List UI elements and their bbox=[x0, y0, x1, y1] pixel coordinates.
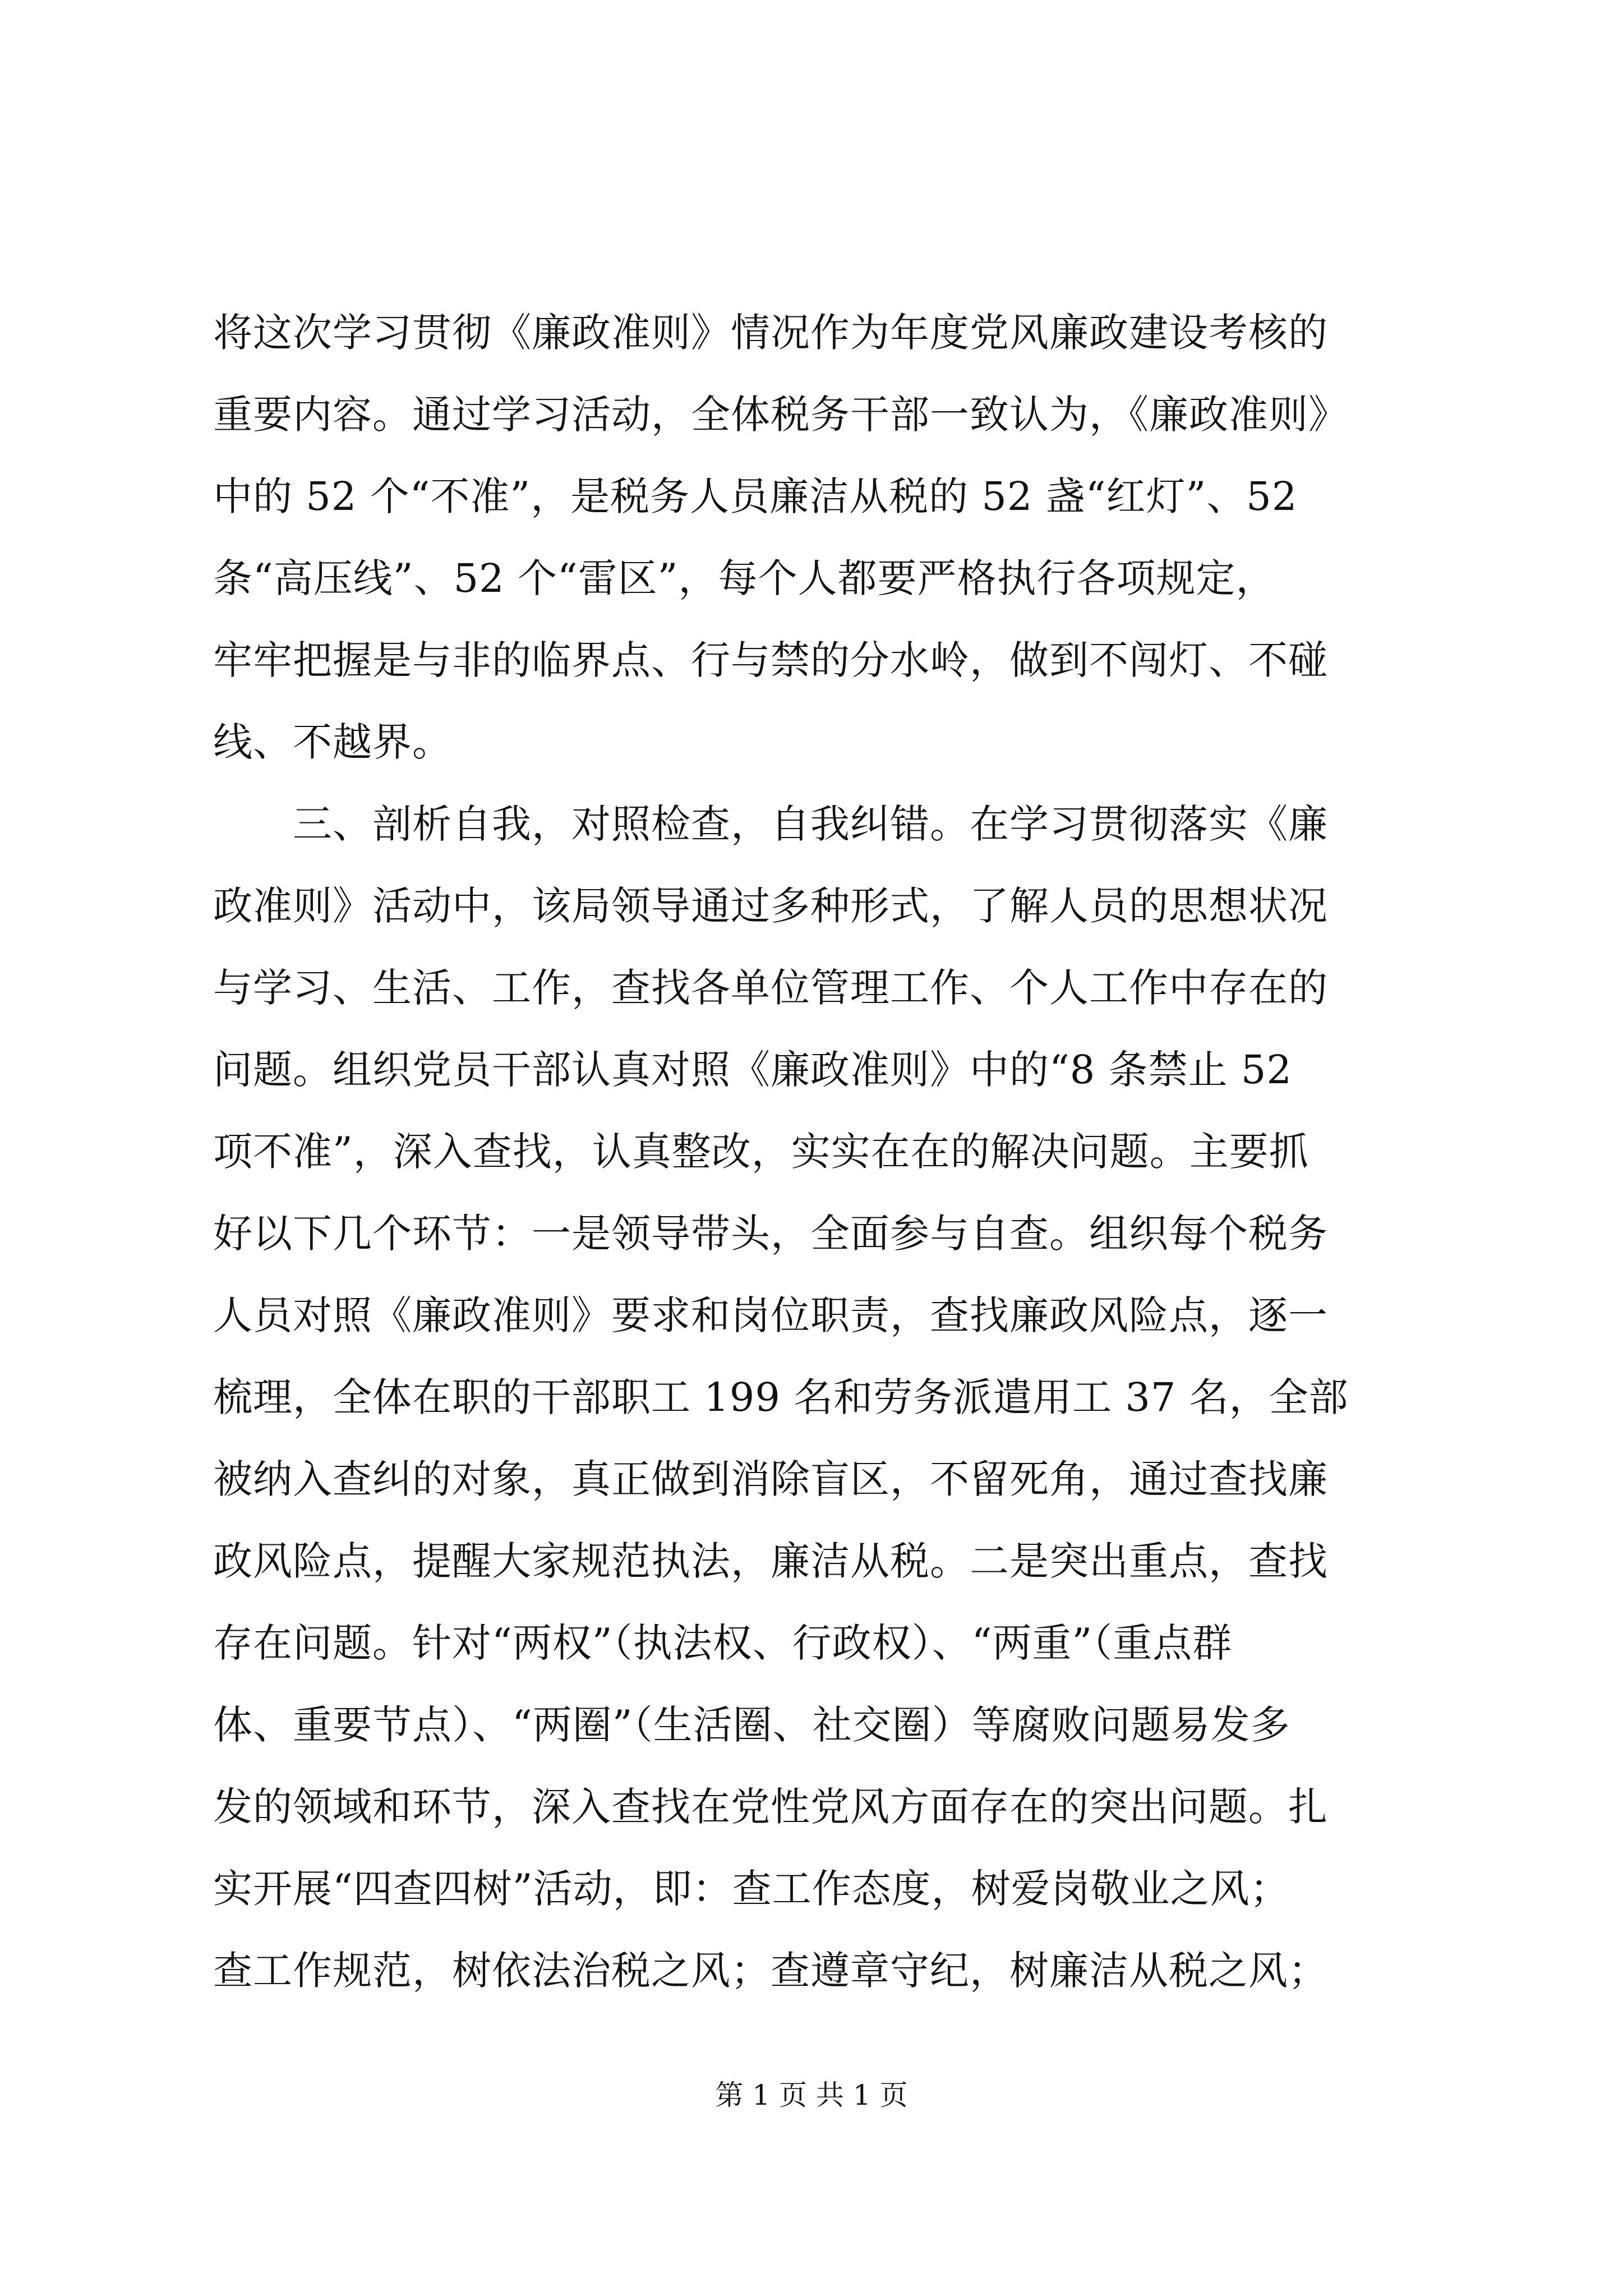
text-line: 被纳入查纠的对象，真正做到消除盲区，不留死角，通过查找廉 bbox=[213, 1456, 1328, 1502]
text-line: 线、不越界。 bbox=[213, 719, 452, 765]
text-line: 问题。组织党员干部认真对照《廉政准则》中的“8 条禁止 52 bbox=[213, 1047, 1292, 1093]
text-line: 中的 52 个“不准”，是税务人员廉洁从税的 52 盏“红灯”、52 bbox=[213, 473, 1298, 519]
text-line: 项不准”，深入查找，认真整改，实实在在的解决问题。主要抓 bbox=[213, 1129, 1309, 1175]
text-line: 好以下几个环节：一是领导带头，全面参与自查。组织每个税务 bbox=[213, 1211, 1328, 1257]
text-line: 人员对照《廉政准则》要求和岗位职责，查找廉政风险点，逐一 bbox=[213, 1292, 1328, 1338]
text-line: 将这次学习贯彻《廉政准则》情况作为年度党风廉政建设考核的 bbox=[213, 310, 1328, 356]
text-line: 梳理，全体在职的干部职工 199 名和劳务派遣用工 37 名，全部 bbox=[213, 1374, 1349, 1420]
text-line: 查工作规范，树依法治税之风；查遵章守纪，树廉洁从税之风； bbox=[213, 1948, 1328, 1994]
text-line: 与学习、生活、工作，查找各单位管理工作、个人工作中存在的 bbox=[213, 965, 1328, 1011]
text-line: 政准则》活动中，该局领导通过多种形式，了解人员的思想状况 bbox=[213, 883, 1328, 929]
text-line: 三、剖析自我，对照检查，自我纠错。在学习贯彻落实《廉 bbox=[213, 801, 1328, 847]
text-line: 存在问题。针对“两权”（执法权、行政权）、“两重”（重点群 bbox=[213, 1620, 1233, 1666]
text-line: 牢牢把握是与非的临界点、行与禁的分水岭，做到不闯灯、不碰 bbox=[213, 637, 1328, 683]
text-line: 体、重要节点）、“两圈”（生活圈、社交圈）等腐败问题易发多 bbox=[213, 1702, 1290, 1748]
text-line: 重要内容。通过学习活动，全体税务干部一致认为，《廉政准则》 bbox=[213, 392, 1348, 438]
text-line: 政风险点，提醒大家规范执法，廉洁从税。二是突出重点，查找 bbox=[213, 1538, 1328, 1584]
text-line: 条“高压线”、52 个“雷区”，每个人都要严格执行各项规定， bbox=[213, 555, 1276, 601]
page-footer bbox=[0, 2076, 1623, 2115]
page-number: 第 1 页 共 1 页 bbox=[715, 2079, 908, 2111]
document-body bbox=[213, 292, 1436, 2012]
text-line: 发的领域和环节，深入查找在党性党风方面存在的突出问题。扎 bbox=[213, 1784, 1328, 1830]
text-line: 实开展“四查四树”活动，即：查工作态度，树爱岗敬业之风； bbox=[213, 1866, 1290, 1912]
